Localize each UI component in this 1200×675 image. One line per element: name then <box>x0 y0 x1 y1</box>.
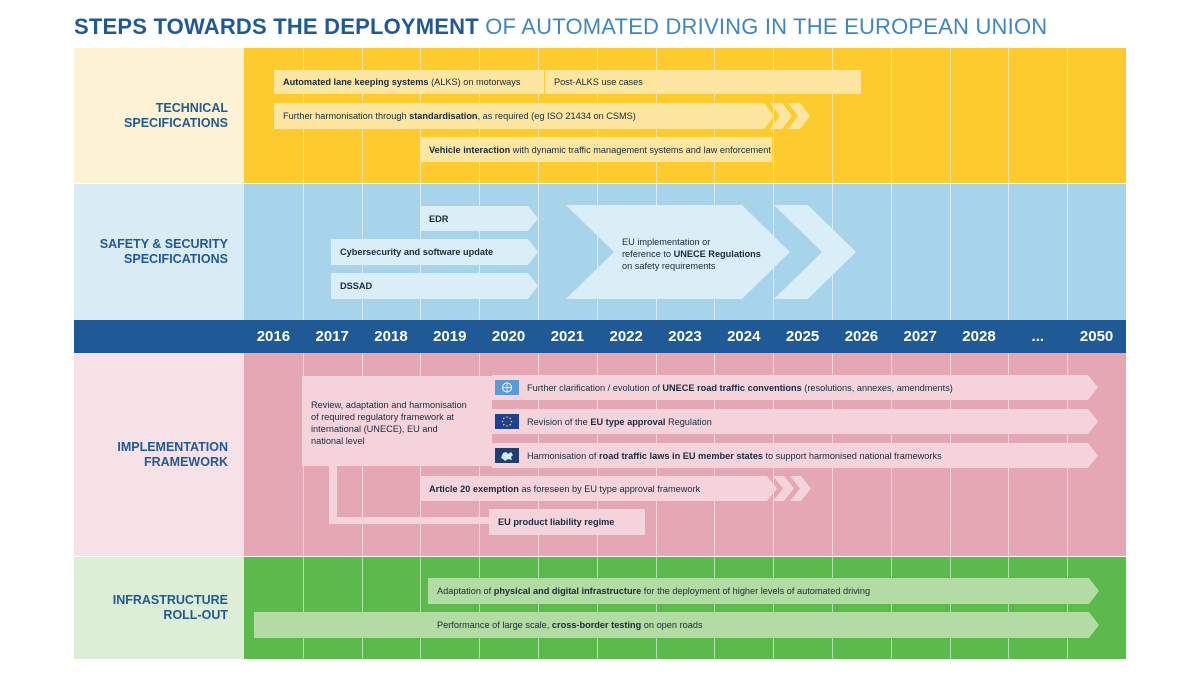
alks-bar: Automated lane keeping systems (ALKS) on motorways <box>274 70 544 94</box>
column-divider <box>1008 48 1009 183</box>
column-divider <box>1008 184 1009 320</box>
column-divider <box>773 557 774 659</box>
vehicle-interaction-bar: Vehicle interaction with dynamic traffic management systems and law enforcement <box>420 137 772 162</box>
un-flag-icon <box>495 380 519 395</box>
column-divider <box>950 48 951 183</box>
column-divider <box>891 557 892 659</box>
column-divider <box>950 557 951 659</box>
column-divider <box>656 557 657 659</box>
eu-flag-icon <box>495 414 519 429</box>
column-divider <box>832 557 833 659</box>
post-alks-bar: Post-ALKS use cases <box>545 70 861 94</box>
eu-type-approval-text: Revision of the EU type approval Regulation <box>527 416 712 427</box>
column-divider <box>1067 48 1068 183</box>
year-label: 2027 <box>903 328 937 345</box>
review-connector-vertical <box>329 466 337 524</box>
eu-map-icon <box>495 448 519 463</box>
year-label: 2028 <box>962 328 996 345</box>
column-divider <box>1008 557 1009 659</box>
eu-implementation-text: EU implementation or reference to UNECE Regulations on safety requirements <box>622 237 761 271</box>
title-light: OF AUTOMATED DRIVING IN THE EUROPEAN UNION <box>485 14 1048 39</box>
year-label: ... <box>1031 328 1045 345</box>
column-divider <box>1067 557 1068 659</box>
section-label-safety: SAFETY & SECURITY SPECIFICATIONS <box>74 184 244 320</box>
year-label: 2019 <box>433 328 467 345</box>
member-states-text: Harmonisation of road traffic laws in EU member states to support harmonised national frameworks <box>527 450 942 461</box>
product-liability-bar: EU product liability regime <box>489 509 645 535</box>
column-divider <box>597 557 598 659</box>
column-divider <box>714 557 715 659</box>
unece-text: Further clarification / evolution of UNECE road traffic conventions (resolutions, annexes, amendments) <box>527 382 953 393</box>
year-label: 2025 <box>785 328 820 345</box>
year-label: 2050 <box>1079 328 1114 345</box>
year-label: 2018 <box>374 328 408 345</box>
column-divider <box>303 184 304 320</box>
section-label-implementation: IMPLEMENTATION FRAMEWORK <box>74 353 244 556</box>
column-divider <box>362 557 363 659</box>
column-divider <box>891 48 892 183</box>
column-divider <box>891 184 892 320</box>
review-connector-horizontal <box>329 517 489 524</box>
year-label: 2020 <box>491 328 526 345</box>
cyber-text: Cybersecurity and software update <box>340 247 494 257</box>
band-infrastructure <box>244 557 1126 659</box>
section-label-technical: TECHNICAL SPECIFICATIONS <box>74 48 244 183</box>
dssad-text: DSSAD <box>340 281 373 291</box>
year-label: 2023 <box>668 328 702 345</box>
year-label: 2024 <box>727 328 761 345</box>
year-label: 2017 <box>315 328 349 345</box>
page-title <box>74 14 1047 40</box>
article20-text: Article 20 exemption as foreseen by EU type approval framework <box>429 483 701 494</box>
column-divider <box>832 48 833 183</box>
column-divider <box>1067 184 1068 320</box>
title-bold: STEPS TOWARDS THE DEPLOYMENT <box>74 14 479 39</box>
column-divider <box>420 557 421 659</box>
section-label-infrastructure: INFRASTRUCTURE ROLL-OUT <box>74 557 244 659</box>
review-text: Review, adaptation and harmonisation of required regulatory framework at international (UNECE), EU and national level <box>311 400 467 446</box>
year-axis <box>74 320 1126 353</box>
column-divider <box>950 184 951 320</box>
harmonisation-text: Further harmonisation through standardisation, as required (eg ISO 21434 on CSMS) <box>283 111 636 121</box>
year-label: 2021 <box>550 328 585 345</box>
column-divider <box>479 557 480 659</box>
year-label: 2016 <box>256 328 291 345</box>
edr-text: EDR <box>429 213 449 224</box>
year-label: 2022 <box>609 328 643 345</box>
column-divider <box>303 557 304 659</box>
infrastructure-adaptation-text: Adaptation of physical and digital infrastructure for the deployment of higher levels of automated driving <box>437 586 871 596</box>
cross-border-testing-text: Performance of large scale, cross-border testing on open roads <box>437 620 703 630</box>
year-label: 2026 <box>844 328 879 345</box>
column-divider <box>538 557 539 659</box>
